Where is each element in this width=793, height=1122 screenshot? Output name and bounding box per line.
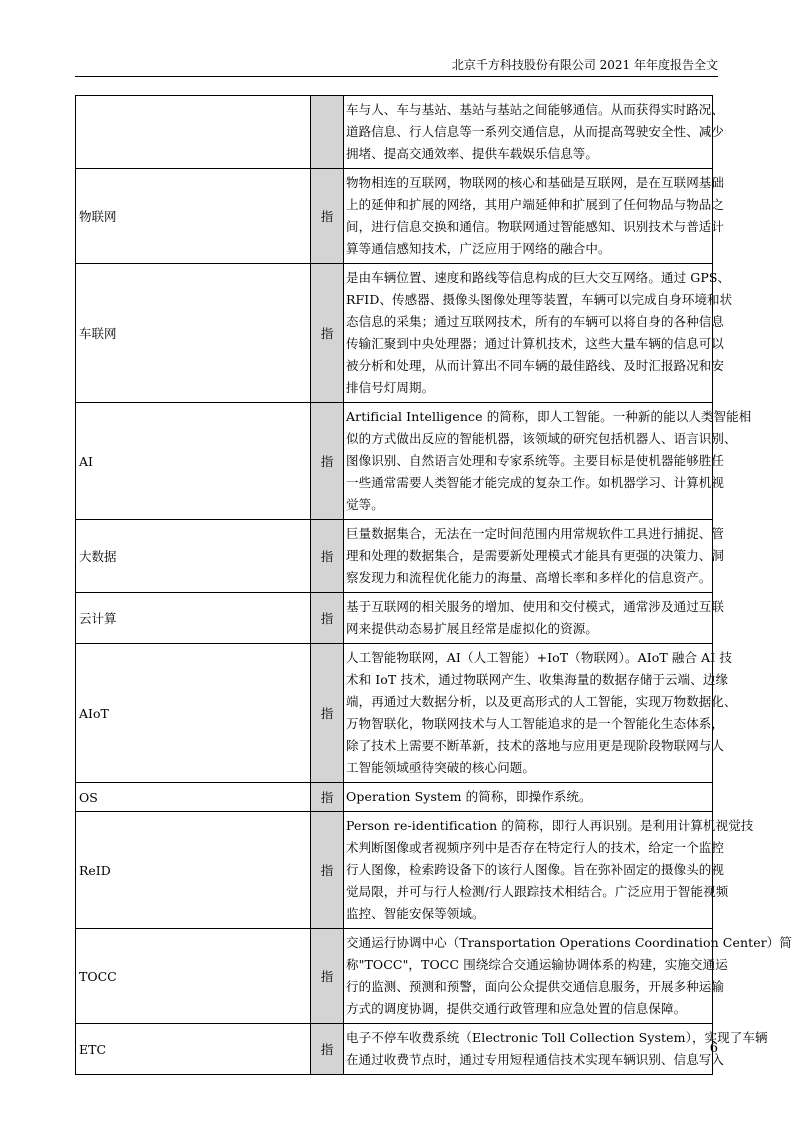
definition-line: 态信息的采集；通过互联网技术，所有的车辆可以将自身的各种信息 (346, 314, 725, 329)
definition-line: 工智能领域亟待突破的核心问题。 (346, 760, 536, 775)
definition-line: 上的延伸和扩展的网络，其用户端延伸和扩展到了任何物品与物品之 (346, 197, 725, 212)
table-row (76, 812, 713, 929)
definition-line: 术判断图像或者视频序列中是否存在特定行人的技术，给定一个监控 (346, 840, 725, 855)
definition-line: 交通运行协调中心（Transportation Operations Coordination Center）简 (346, 935, 793, 950)
definition-line: 道路信息、行人信息等一系列交通信息，从而提高驾驶安全性、减少 (346, 124, 725, 139)
definition-line: 是由车辆位置、速度和路线等信息构成的巨大交互网络。通过 GPS、 (346, 270, 731, 285)
table-row (76, 520, 713, 593)
definition-line: 行的监测、预测和预警，面向公众提供交通信息服务，开展多种运输 (346, 979, 725, 994)
term-cell: AI (76, 403, 311, 520)
definition-line: 基于互联网的相关服务的增加、使用和交付模式，通常涉及通过互联 (346, 599, 725, 614)
definition-line: 除了技术上需要不断革新，技术的落地与应用更是现阶段物联网与人 (346, 738, 725, 753)
table-row (76, 403, 713, 520)
definition-cell (344, 929, 793, 1024)
definition-line: 觉局限，并可与行人检测/行人跟踪技术相结合。广泛应用于智能视频 (346, 884, 729, 899)
definition-line: 行人图像，检索跨设备下的该行人图像。旨在弥补固定的摄像头的视 (346, 862, 725, 877)
definition-line: 被分析和处理，从而计算出不同车辆的最佳路线、及时汇报路况和安 (346, 358, 725, 373)
refers-to-cell: 指 (311, 1024, 344, 1075)
definition-line: 拥堵、提高交通效率、提供车载娱乐信息等。 (346, 146, 599, 161)
definition-cell (344, 96, 725, 169)
refers-to-cell: 指 (311, 520, 344, 593)
definition-line: 理和处理的数据集合，是需要新处理模式才能具有更强的决策力、洞 (346, 548, 725, 563)
definition-cell (344, 644, 737, 783)
definition-cell (344, 403, 752, 520)
definition-line: Person re-identification 的简称，即行人再识别。是利用计算机视觉技 (346, 818, 754, 833)
term-cell: TOCC (76, 929, 311, 1024)
definition-cell (344, 593, 725, 644)
definition-line: 间，进行信息交换和通信。物联网通过智能感知、识别技术与普适计 (346, 219, 725, 234)
definition-cell (344, 169, 725, 264)
glossary-table (75, 95, 793, 1075)
definition-line: 术和 IoT 技术，通过物联网产生、收集海量的数据存储于云端、边缘 (346, 672, 729, 687)
definition-cell (344, 1024, 768, 1075)
definition-line: RFID、传感器、摄像头图像处理等装置，车辆可以完成自身环境和状 (346, 292, 733, 307)
term-cell: ReID (76, 812, 311, 929)
definition-line: 觉等。 (346, 497, 384, 512)
definition-line: 网来提供动态易扩展且经常是虚拟化的资源。 (346, 621, 599, 636)
header-divider (75, 76, 718, 77)
definition-line: 车与人、车与基站、基站与基站之间能够通信。从而获得实时路况、 (346, 102, 725, 117)
definition-line: 传输汇聚到中央处理器；通过计算机技术，这些大量车辆的信息可以 (346, 336, 725, 351)
refers-to-cell: 指 (311, 783, 344, 812)
table-row (76, 644, 713, 783)
term-cell: 大数据 (76, 520, 311, 593)
definition-line: 一些通常需要人类智能才能完成的复杂工作。如机器学习、计算机视 (346, 475, 725, 490)
table-row (76, 169, 713, 264)
definition-line: 监控、智能安保等领域。 (346, 906, 485, 921)
definition-line: 图像识别、自然语言处理和专家系统等。主要目标是使机器能够胜任 (346, 453, 725, 468)
definition-cell (344, 264, 733, 403)
refers-to-cell: 指 (311, 929, 344, 1024)
definition-line: 算等通信感知技术，广泛应用于网络的融合中。 (346, 241, 611, 256)
definition-line: 万物智联化，物联网技术与人工智能追求的是一个智能化生态体系， (346, 716, 725, 731)
page-number: 6 (709, 1041, 718, 1056)
definition-line: Operation System 的简称，即操作系统。 (346, 789, 592, 804)
definition-line: 端，再通过大数据分析，以及更高形式的人工智能，实现万物数据化、 (346, 694, 737, 709)
definition-line: 称"TOCC"，TOCC 围绕综合交通运输协调体系的构建，实施交通运 (346, 957, 728, 972)
refers-to-cell: 指 (311, 593, 344, 644)
table-row (76, 783, 713, 812)
refers-to-cell: 指 (311, 403, 344, 520)
table-row (76, 593, 713, 644)
refers-to-cell: 指 (311, 169, 344, 264)
term-cell: AIoT (76, 644, 311, 783)
term-cell: OS (76, 783, 311, 812)
definition-line: Artificial Intelligence 的简称，即人工智能。一种新的能以人类智能相 (346, 409, 752, 424)
refers-to-cell (311, 96, 344, 169)
definition-line: 方式的调度协调，提供交通行政管理和应急处置的信息保障。 (346, 1001, 687, 1016)
term-cell: 云计算 (76, 593, 311, 644)
definition-line: 巨量数据集合，无法在一定时间范围内用常规软件工具进行捕捉、管 (346, 526, 725, 541)
definition-line: 似的方式做出反应的智能机器，该领域的研究包括机器人、语言识别、 (346, 431, 737, 446)
page-header: 北京千方科技股份有限公司 2021 年年度报告全文 (451, 58, 718, 72)
term-cell (76, 96, 311, 169)
definition-line: 人工智能物联网，AI（人工智能）+IoT（物联网）。AIoT 融合 AI 技 (346, 650, 733, 665)
term-cell: 物联网 (76, 169, 311, 264)
term-cell: ETC (76, 1024, 311, 1075)
definition-line: 物物相连的互联网，物联网的核心和基础是互联网，是在互联网基础 (346, 175, 725, 190)
definition-cell (344, 812, 754, 929)
term-cell: 车联网 (76, 264, 311, 403)
refers-to-cell: 指 (311, 264, 344, 403)
definition-line: 电子不停车收费系统（Electronic Toll Collection System），实现了车辆 (346, 1030, 768, 1045)
definition-line: 在通过收费节点时，通过专用短程通信技术实现车辆识别、信息写入 (346, 1052, 725, 1067)
definition-cell (344, 520, 725, 593)
refers-to-cell: 指 (311, 812, 344, 929)
definition-line: 排信号灯周期。 (346, 380, 435, 395)
table-row (76, 1024, 713, 1075)
definition-cell (344, 783, 713, 812)
table-row (76, 929, 713, 1024)
table-row (76, 264, 713, 403)
table-row (76, 96, 713, 169)
definition-line: 察发现力和流程优化能力的海量、高增长率和多样化的信息资产。 (346, 570, 712, 585)
refers-to-cell: 指 (311, 644, 344, 783)
